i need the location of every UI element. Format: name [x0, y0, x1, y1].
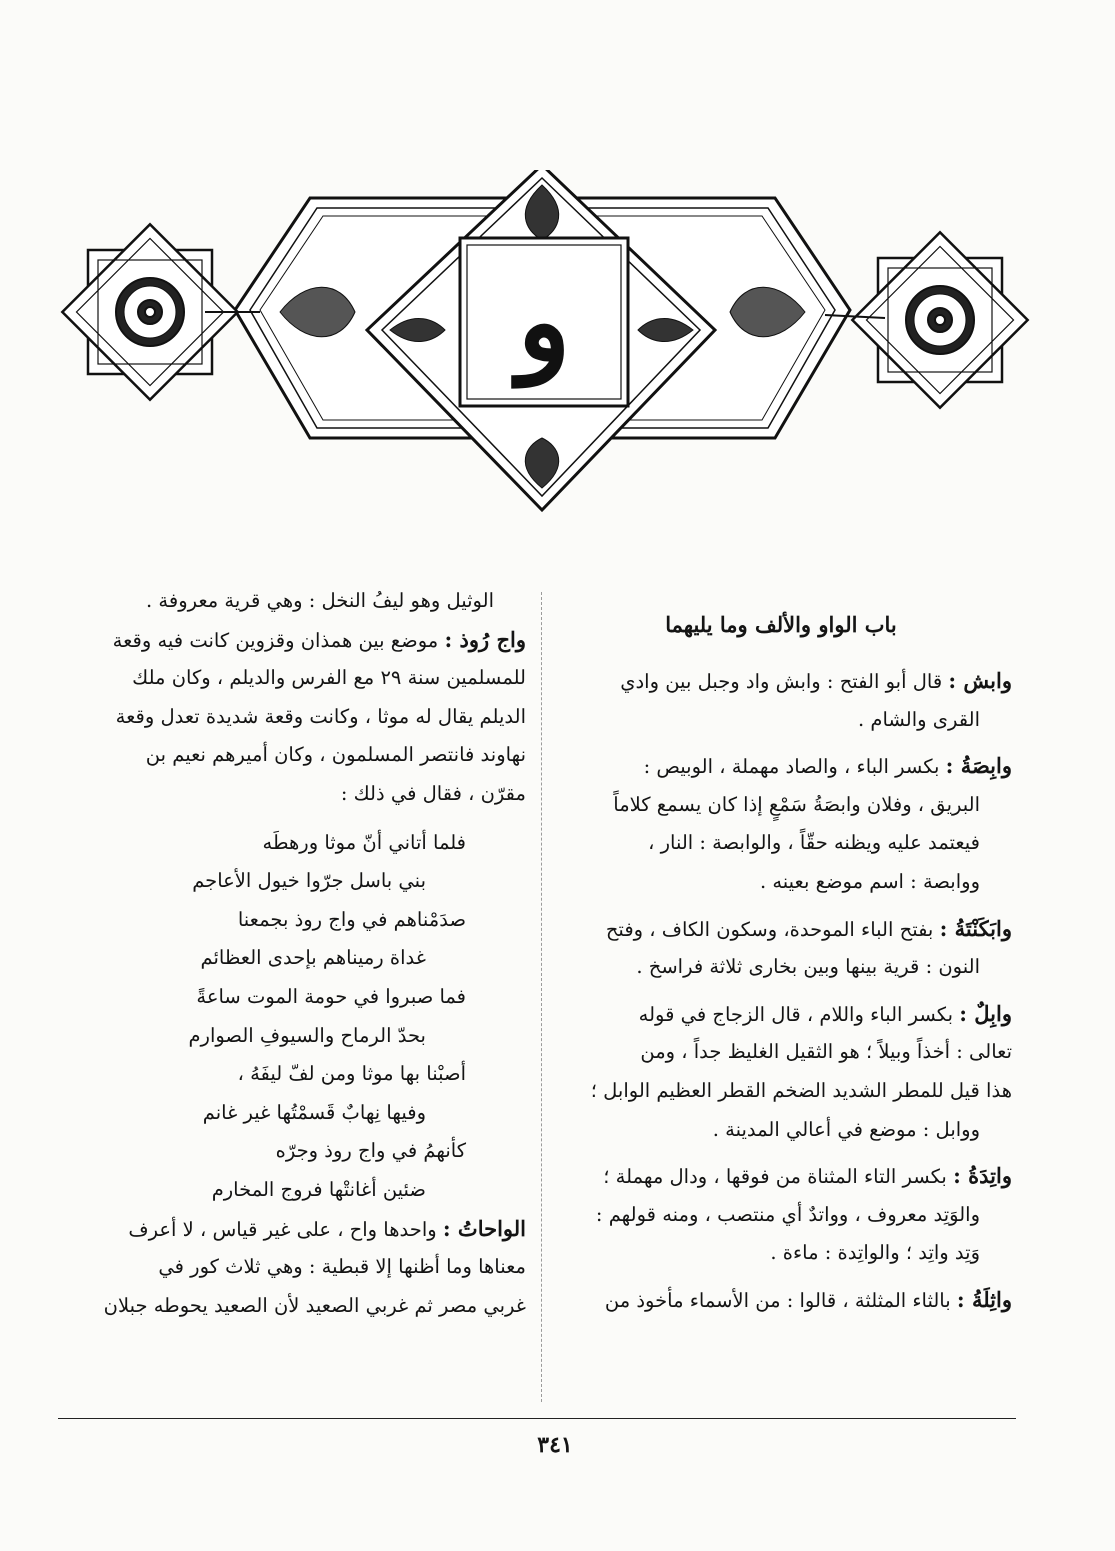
poem-verse: صدَمْناهم في واج روذ بجمعنا: [237, 907, 466, 931]
entry-watida: واتِدَةُ : بكسر التاء المثناة من فوقها ، ودال مهملة ؛ والوَتِد معروف ، وواتدٌ أي منتصب ، ومنه قولهم : وَتِد واتِد ؛ والواتِدة : ماءة .: [595, 1163, 1012, 1265]
right-rosette-ornament: [852, 232, 1027, 407]
column-divider: [541, 592, 542, 1402]
poem-verse: بحدّ الرماح والسيوفِ الصوارم: [188, 1023, 426, 1047]
entry-head: الواحاتُ :: [442, 1215, 526, 1241]
entry-head: وابِصَةُ :: [945, 753, 1012, 779]
right-column: [550, 580, 1012, 1320]
entry-wabish: وابش : قال أبو الفتح : وابش واد وجبل بين وادي القرى والشام .: [620, 668, 1012, 731]
poem: [70, 824, 526, 1210]
chapter-letter: و: [517, 257, 571, 386]
poem-verse: فما صبروا في حومة الموت ساعةً: [196, 984, 466, 1008]
entry-head: واج رُوذ :: [444, 626, 526, 652]
page-number: ٣٤١: [537, 1432, 573, 1458]
left-column: [70, 582, 526, 1325]
entry-wabil: وابِلٌ : بكسر الباء واللام ، قال الزجاج في قوله تعالى : أخذاً وبيلاً ؛ هو الثقيل الغليظ جداً ، ومن هذا قيل للمطر الشديد الضخم القطر العظيم الوابل ؛ ووابل : موضع في أعالي المدينة .: [590, 1000, 1012, 1141]
section-title: باب الواو والألف وما يليهما: [665, 612, 897, 637]
entry-head: وابش :: [948, 668, 1012, 693]
chapter-ornament-header: [55, 170, 1030, 520]
poem-verse: أصبْنا بها موثا ومن لفّ ليفَهُ ،: [237, 1062, 466, 1086]
continued-line: الوثيل وهو ليفُ النخل : وهي قرية معروفة .: [146, 589, 494, 612]
entry-waj-rudh: واج رُوذ : موضع بين همذان وقزوين كانت فيه وقعة للمسلمين سنة ٢٩ مع الفرس والديلم ، وكان ملك الديلم يقال له موثا ، وكانت وقعة شديدة تعدل وقعة نهاوند فانتصر المسلمون ، وكان أميرهم نعيم بن مقرّن ، فقال في ذلك :: [112, 626, 526, 805]
entry-wabkanta: وابَكَنْتَةُ : بفتح الباء الموحدة، وسكون الكاف ، وفتح النون : قرية بينها وبين بخارى ثلاثة فراسخ .: [605, 915, 1012, 979]
entry-head: وابِلٌ :: [959, 1000, 1012, 1026]
entry-head: وابَكَنْتَةُ :: [939, 915, 1012, 941]
poem-verse: وفيها نِهابٌ قَسمْتُها غير غانم: [202, 1100, 426, 1124]
entry-head: واثِلَةُ :: [956, 1286, 1012, 1312]
poem-verse: ضئين أغانتْها فروج المخارم: [211, 1177, 426, 1201]
poem-verse: غداة رميناهم بإحدى العظائم: [200, 946, 426, 970]
entry-wabisa: وابِصَةُ : بكسر الباء ، والصاد مهملة ، الوبيص : البريق ، وفلان وابصَةُ سَمْعٍ إذا كان يسمع كلاماً فيعتمد عليه ويظنه حقّاً ، والوابصة : النار ، ووابصة : اسم موضع بعينه .: [613, 753, 1012, 893]
footer-rule: [58, 1418, 1016, 1419]
entry-wathila: واثِلَةُ : بالثاء المثلثة ، قالوا : من الأسماء مأخوذ من: [604, 1286, 1012, 1312]
poem-verse: بني باسل جرّوا خيول الأعاجم: [192, 869, 426, 893]
entry-al-wahat: الواحاتُ : واحدها واح ، على غير قياس ، لا أعرف معناها وما أظنها إلا قبطية : وهي ثلاث كور في غربي مصر ثم غربي الصعيد لأن الصعيد يحوطه جبلان: [103, 1215, 526, 1317]
entry-head: واتِدَةُ :: [953, 1163, 1012, 1189]
poem-verse: كأنهمُ في واج روذ وجرّه: [275, 1139, 466, 1163]
poem-verse: فلما أتاني أنّ موثا ورهطَه: [262, 830, 466, 854]
